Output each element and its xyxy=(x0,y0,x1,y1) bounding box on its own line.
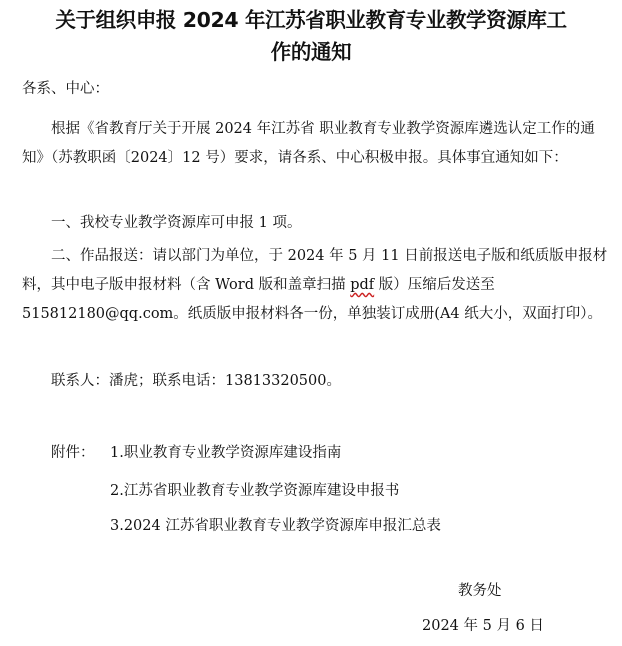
attachment-item: 3.2024 江苏省职业教育专业教学资源库申报汇总表 xyxy=(110,518,441,534)
item-2-text-end: 版）压缩后发送至 515812180@qq.com。纸质版申报材料各一份，单独装订成册(A4 纸大小，双面打印）。 xyxy=(22,277,603,322)
paragraph-item-2 xyxy=(22,242,612,329)
salutation: 各系、中心： xyxy=(22,81,109,97)
contact-line: 联系人：潘虎；联系电话：13813320500。 xyxy=(51,373,341,389)
attachment-item: 1.职业教育专业教学资源库建设指南 xyxy=(110,445,342,461)
paragraph-item-1: 一、我校专业教学资源库可申报 1 项。 xyxy=(51,215,302,231)
item-2-text-start: 二、作品报送：请以部门为单位，于 2024 年 5 月 11 日前报送电子版和纸质版申报材料，其中电子版申报材料（含 Word 版和盖章扫描 xyxy=(22,248,608,293)
title-line-2: 作的通知 xyxy=(270,40,352,64)
attachment-item: 2.江苏省职业教育专业教学资源库建设申报书 xyxy=(110,483,400,499)
document-title xyxy=(0,4,622,68)
signature-org: 教务处 xyxy=(458,583,502,599)
paragraph-intro: 根据《省教育厅关于开展 2024 年江苏省 职业教育专业教学资源库遴选认定工作的通知》（苏教职函〔2024〕12 号）要求，请各系、中心积极申报。具体事宜通知如下： xyxy=(22,121,595,166)
title-line-1: 关于组织申报 2024 年江苏省职业教育专业教学资源库工 xyxy=(55,8,567,32)
pdf-word: pdf xyxy=(350,277,375,293)
attachments-label: 附件： xyxy=(51,445,95,461)
signature-date: 2024 年 5 月 6 日 xyxy=(422,618,544,634)
